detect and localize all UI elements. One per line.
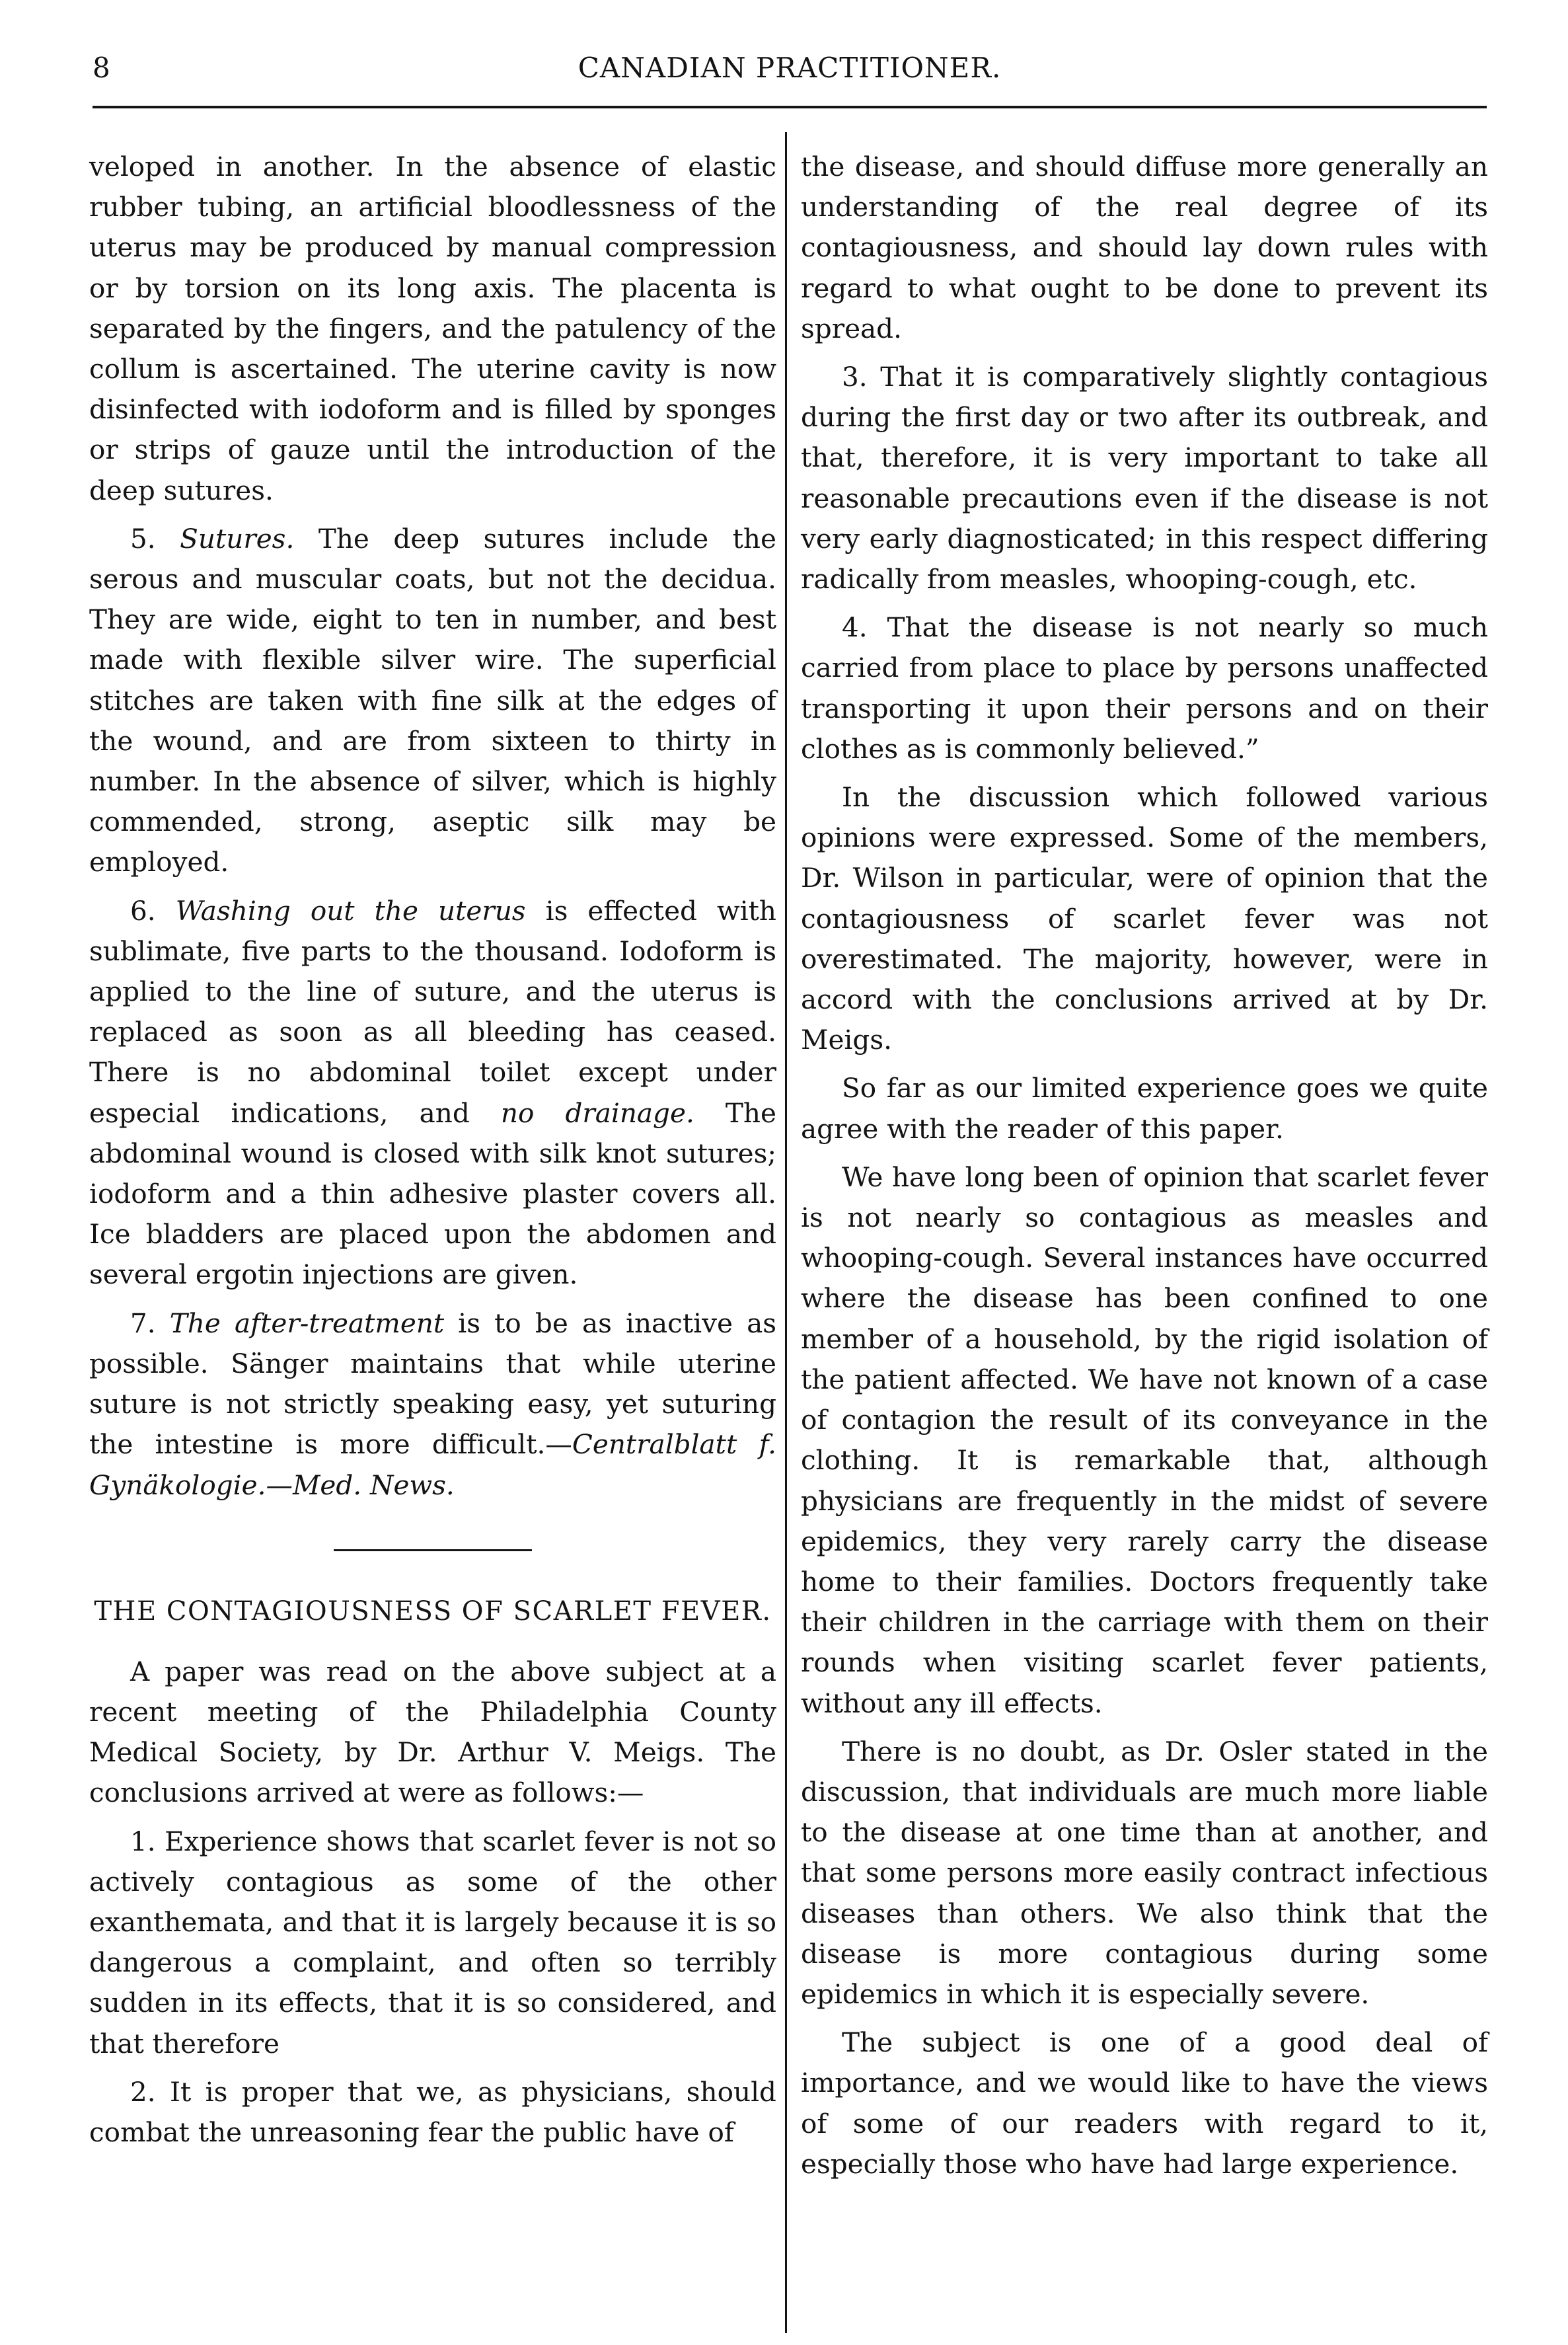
paragraph: the disease, and should diffuse more generally an understanding of the real degree of its contagiousness, and should lay down rules with regard to what ought to be done to prevent its spread. xyxy=(801,151,1488,344)
citation: Centralblatt f. Gynäkologie.—Med. News. xyxy=(89,1428,776,1501)
paragraph: 3. That it is comparatively slightly contagious during the first day or two after its outbreak, and that, therefore, it is very important to take all reasonable precautions even if the disease is not very early diagnosticated; in this respect differing radically from measles, whooping-cough, etc. xyxy=(801,361,1488,596)
paragraph: A paper was read on the above subject at a recent meeting of the Philadelphia County Medical Society, by Dr. Arthur V. Meigs. The conclusions arrived at were as follows:— xyxy=(89,1655,776,1809)
page-number: 8 xyxy=(93,52,110,84)
paragraph-washing: 6. Washing out the uterus is effected with sublimate, five parts to the thousand. Iodoform is applied to the line of suture, and the uterus is replaced as soon as all bleeding has ceased. There is no abdominal toilet except under especial indications, and no drainage. The abdominal wound is closed with silk knot sutures; iodoform and a thin adhesive plaster covers all. Ice bladders are placed upon the abdomen and several ergotin injections are given. xyxy=(89,894,777,1291)
paragraph: veloped in another. In the absence of elastic rubber tubing, an artificial bloodlessness of the uterus may be produced by manual compression or by torsion on its long axis. The placenta is separated by the fingers, and the patulency of the collum is ascertained. The uterine cavity is now disinfected with iodoform and is filled by sponges or strips of gauze until the introduction of the deep sutures. xyxy=(89,151,776,506)
running-title: CANADIAN PRACTITIONER. xyxy=(578,52,1002,84)
paragraph-sutures: 5. Sutures. The deep sutures include the serous and muscular coats, but not the decidua. They are wide, eight to ten in number, and best made with flexible silver wire. The superficial stitches are taken with fine silk at the edges of the wound, and are from sixteen to thirty in number. In the absence of silver, which is highly commended, strong, aseptic silk may be employed. xyxy=(89,522,776,878)
left-column xyxy=(89,147,776,2153)
column-divider xyxy=(785,132,787,2333)
header-rule xyxy=(93,106,1487,108)
page-header xyxy=(93,52,1487,98)
paragraph: In the discussion which followed various opinions were expressed. Some of the members, Dr. Wilson in particular, were of opinion that the contagiousness of scarlet fever was not overestimated. The majority, however, were in accord with the conclusions arrived at by Dr. Meigs. xyxy=(801,781,1488,1056)
italic-heading: Washing out the uterus xyxy=(175,894,526,927)
italic-heading: The after-treatment xyxy=(169,1307,445,1339)
paragraph: 2. It is proper that we, as physicians, should combat the unreasoning fear the public have of xyxy=(89,2075,776,2148)
paragraph: So far as our limited experience goes we quite agree with the reader of this paper. xyxy=(801,1072,1488,1145)
paragraph: 4. That the disease is not nearly so much carried from place to place by persons unaffected transporting it upon their persons and on their clothes as is commonly believed.” xyxy=(801,611,1488,765)
right-column xyxy=(801,147,1488,2184)
paragraph-after-treatment: 7. The after-treatment is to be as inactive as possible. Sänger maintains that while uterine suture is not strictly speaking easy, yet suturing the intestine is more difficult.—Centralblatt f. Gynäkologie.—Med. News. xyxy=(89,1307,776,1501)
paragraph: There is no doubt, as Dr. Osler stated in the discussion, that individuals are much more liable to the disease at one time than at another, and that some persons more easily contract infectious diseases than others. We also think that the disease is more contagious during some epidemics in which it is especially severe. xyxy=(801,1735,1488,2010)
paragraph: The subject is one of a good deal of importance, and we would like to have the views of some of our readers with regard to it, especially those who have had large experience. xyxy=(801,2026,1488,2180)
italic-heading: Sutures. xyxy=(180,522,295,555)
article-title: THE CONTAGIOUSNESS OF SCARLET FEVER. xyxy=(94,1595,772,1627)
section-separator xyxy=(334,1549,532,1551)
paragraph: 1. Experience shows that scarlet fever is not so actively contagious as some of the other exanthemata, and that it is largely because it is so dangerous a complaint, and often so terribly sudden in its effects, that it is so considered, and that therefore xyxy=(89,1825,776,2059)
paragraph: We have long been of opinion that scarlet fever is not nearly so contagious as measles and whooping-cough. Several instances have occurred where the disease has been confined to one member of a household, by the rigid isolation of the patient affected. We have not known of a case of contagion the result of its conveyance in the clothing. It is remarkable that, although physicians are frequently in the midst of severe epidemics, they very rarely carry the disease home to their families. Doctors frequently take their children in the carriage with them on their rounds when visiting scarlet fever patients, without any ill effects. xyxy=(801,1161,1488,1719)
